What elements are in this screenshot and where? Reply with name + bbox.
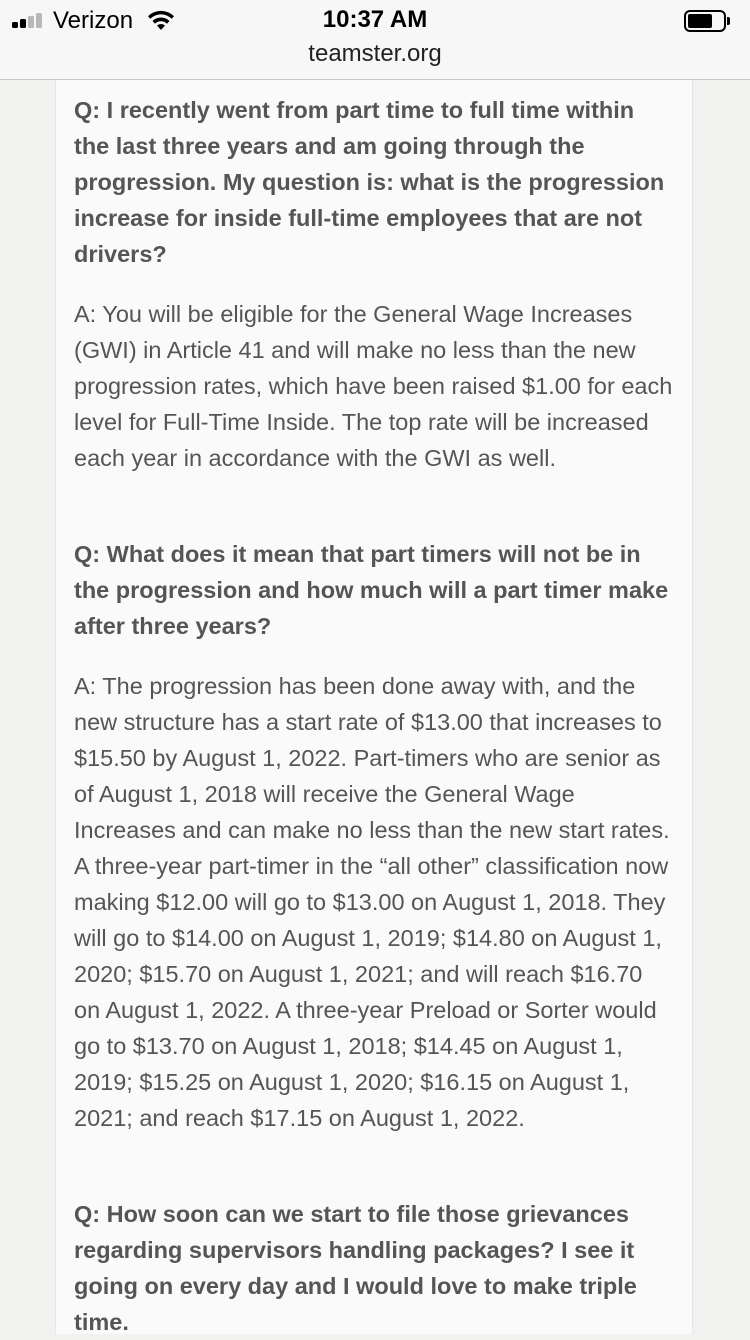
- question-paragraph: Q: I recently went from part time to full time within the last three years and am going through the progression. My question is: what is the progression increase for inside full-time employees that are not drivers?: [74, 97, 665, 267]
- carrier-name: Verizon: [53, 7, 134, 34]
- answer-paragraph: A: The progression has been done away with, and the new structure has a start rate of $13.00 that increases to $15.50 by August 1, 2022. Part-timers who are senior as of August 1, 2018 will receive the General Wage Increases and can make no less than the new start rates. A three-year part-timer in the “all other” classification now making $12.00 will go to $13.00 on August 1, 2018. They will go to $14.00 on August 1, 2019; $14.80 on August 1, 2020; $15.70 on August 1, 2021; and will reach $16.70 on August 1, 2022. A three-year Preload or Sorter would go to $13.70 on August 1, 2018; $14.45 on August 1, 2019; $15.25 on August 1, 2020; $16.15 on August 1, 2021; and reach $17.15 on August 1, 2022.: [74, 673, 670, 1131]
- battery-icon: [684, 10, 732, 32]
- answer-paragraph: A: You will be eligible for the General Wage Increases (GWI) in Article 41 and will make no less than the new progression rates, which have been raised $1.00 for each level for Full-Time Inside. The top rate will be increased each year in accordance with the GWI as well.: [74, 301, 673, 471]
- question-paragraph: Q: What does it mean that part timers will not be in the progression and how much will a part timer make after three years?: [74, 541, 669, 639]
- article-content: [55, 80, 693, 1334]
- question-paragraph: Q: How soon can we start to file those grievances regarding supervisors handling packages? I see it going on every day and I would love to make triple time.: [74, 1201, 637, 1335]
- browser-top-bar: [0, 0, 750, 80]
- status-time: 10:37 AM: [322, 6, 428, 33]
- address-bar-url[interactable]: teamster.org: [308, 40, 442, 67]
